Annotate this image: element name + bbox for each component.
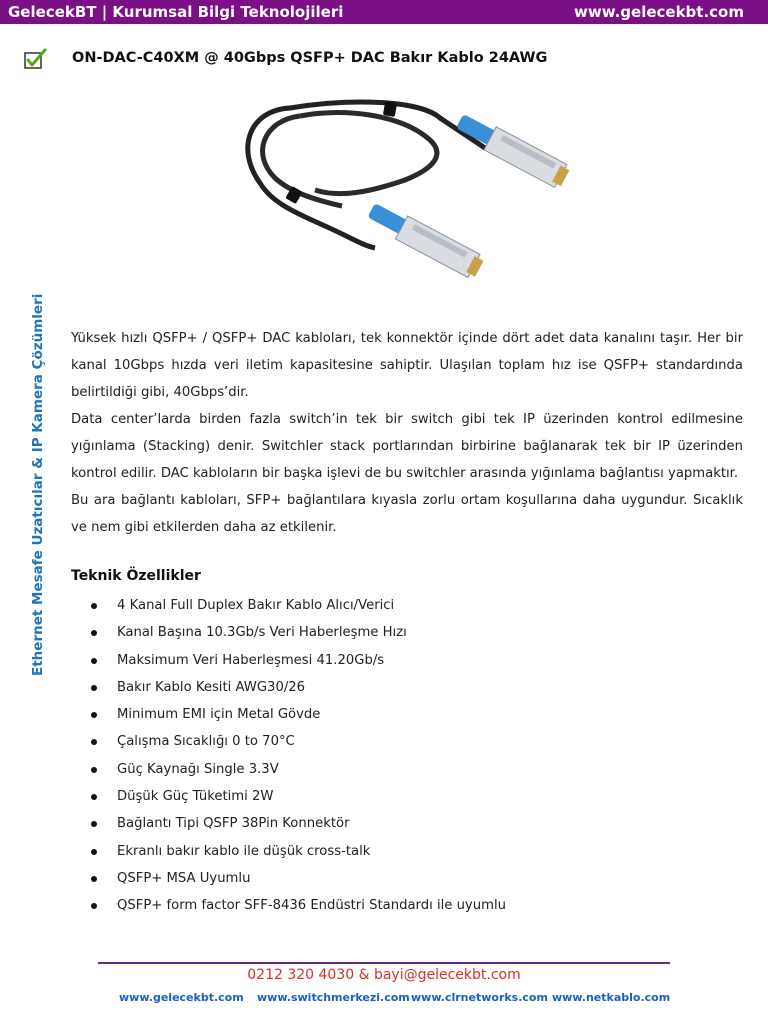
- footer-link[interactable]: www.netkablo.com: [552, 991, 671, 1004]
- list-item: [71, 865, 743, 892]
- title-row: [24, 46, 724, 74]
- list-item: [71, 783, 743, 810]
- list-item: [71, 619, 743, 646]
- header-website[interactable]: www.gelecekbt.com: [573, 3, 744, 21]
- spec-text: 4 Kanal Full Duplex Bakır Kablo Alıcı/Verici: [117, 598, 395, 613]
- page-title: ON-DAC-C40XM @ 40Gbps QSFP+ DAC Bakır Kablo 24AWG: [72, 50, 548, 66]
- spec-text: Bağlantı Tipi QSFP 38Pin Konnektör: [117, 816, 350, 832]
- footer-contact: 0212 320 4030 & bayi@gelecekbt.com: [247, 967, 521, 983]
- spec-text: Düşük Güç Tüketimi 2W: [117, 789, 274, 805]
- bullet-icon: [91, 712, 97, 718]
- list-item: [71, 592, 743, 619]
- list-item: [71, 674, 743, 701]
- footer-divider: [98, 962, 670, 964]
- bullet-icon: [91, 821, 97, 827]
- bullet-icon: [91, 685, 97, 691]
- list-item: [71, 728, 743, 755]
- list-item: [71, 756, 743, 783]
- header-company: GelecekBT | Kurumsal Bilgi Teknolojileri: [8, 3, 344, 21]
- spec-text: Ekranlı bakır kablo ile düşük cross-talk: [117, 843, 371, 859]
- spec-text: Güç Kaynağı Single 3.3V: [117, 761, 279, 777]
- bullet-icon: [91, 767, 97, 773]
- spec-text: Maksimum Veri Haberleşmesi 41.20Gb/s: [117, 652, 385, 668]
- bullet-icon: [91, 603, 97, 609]
- list-item: [71, 892, 743, 919]
- footer-link[interactable]: www.gelecekbt.com: [119, 991, 244, 1004]
- bullet-icon: [91, 658, 97, 664]
- spec-text: QSFP+ form factor SFF-8436 Endüstri Standardı ile uyumlu: [117, 898, 506, 914]
- specs-list: [71, 592, 743, 920]
- bullet-icon: [91, 739, 97, 745]
- footer-link[interactable]: www.clrnetworks.com: [411, 991, 548, 1004]
- bullet-icon: [91, 903, 97, 909]
- spec-text: Kanal Başına 10.3Gb/s Veri Haberleşme Hızı: [117, 625, 407, 641]
- checkbox-check-icon: [24, 48, 48, 70]
- dac-cable-image: [230, 88, 570, 310]
- spec-text: Bakır Kablo Kesiti AWG30/26: [117, 679, 306, 695]
- spec-text: QSFP+ MSA Uyumlu: [117, 870, 251, 886]
- specs-heading: Teknik Özellikler: [71, 568, 201, 584]
- list-item: [71, 647, 743, 674]
- list-item: [71, 701, 743, 728]
- footer-link[interactable]: www.switchmerkezi.com: [257, 991, 410, 1004]
- bullet-icon: [91, 876, 97, 882]
- list-item: [71, 810, 743, 837]
- header-bar: [0, 0, 768, 24]
- side-banner: Ethernet Mesafe Uzatıcılar & IP Kamera Çözümleri: [30, 293, 46, 676]
- paragraph: Data center’larda birden fazla switch’in tek bir switch gibi tek IP üzerinden kontrol edilmesine yığınlama (Stacking) denir. Switchler stack portlarından birbirine bağlanarak tek bir IP üzerinden kontrol edilir. DAC kabloların bir başka işlevi de bu switchler arasında yığınlama bağlantısı yapmaktır.: [71, 412, 743, 481]
- spec-text: Çalışma Sıcaklığı 0 to 70°C: [117, 734, 295, 750]
- main-content: [71, 325, 743, 920]
- paragraph: Yüksek hızlı QSFP+ / QSFP+ DAC kabloları, tek konnektör içinde dört adet data kanalını taşır. Her bir kanal 10Gbps hızda veri iletim kapasitesine sahiptir. Ulaşılan toplam hız ise QSFP+ standardında belirtildiği gibi, 40Gbps’dir.: [71, 331, 743, 400]
- bullet-icon: [91, 794, 97, 800]
- list-item: [71, 838, 743, 865]
- bullet-icon: [91, 630, 97, 636]
- bullet-icon: [91, 849, 97, 855]
- paragraph: Bu ara bağlantı kabloları, SFP+ bağlantılara kıyasla zorlu ortam koşullarına daha uygundur. Sıcaklık ve nem gibi etkilerden daha az etkilenir.: [71, 493, 743, 535]
- spec-text: Minimum EMI için Metal Gövde: [117, 707, 321, 723]
